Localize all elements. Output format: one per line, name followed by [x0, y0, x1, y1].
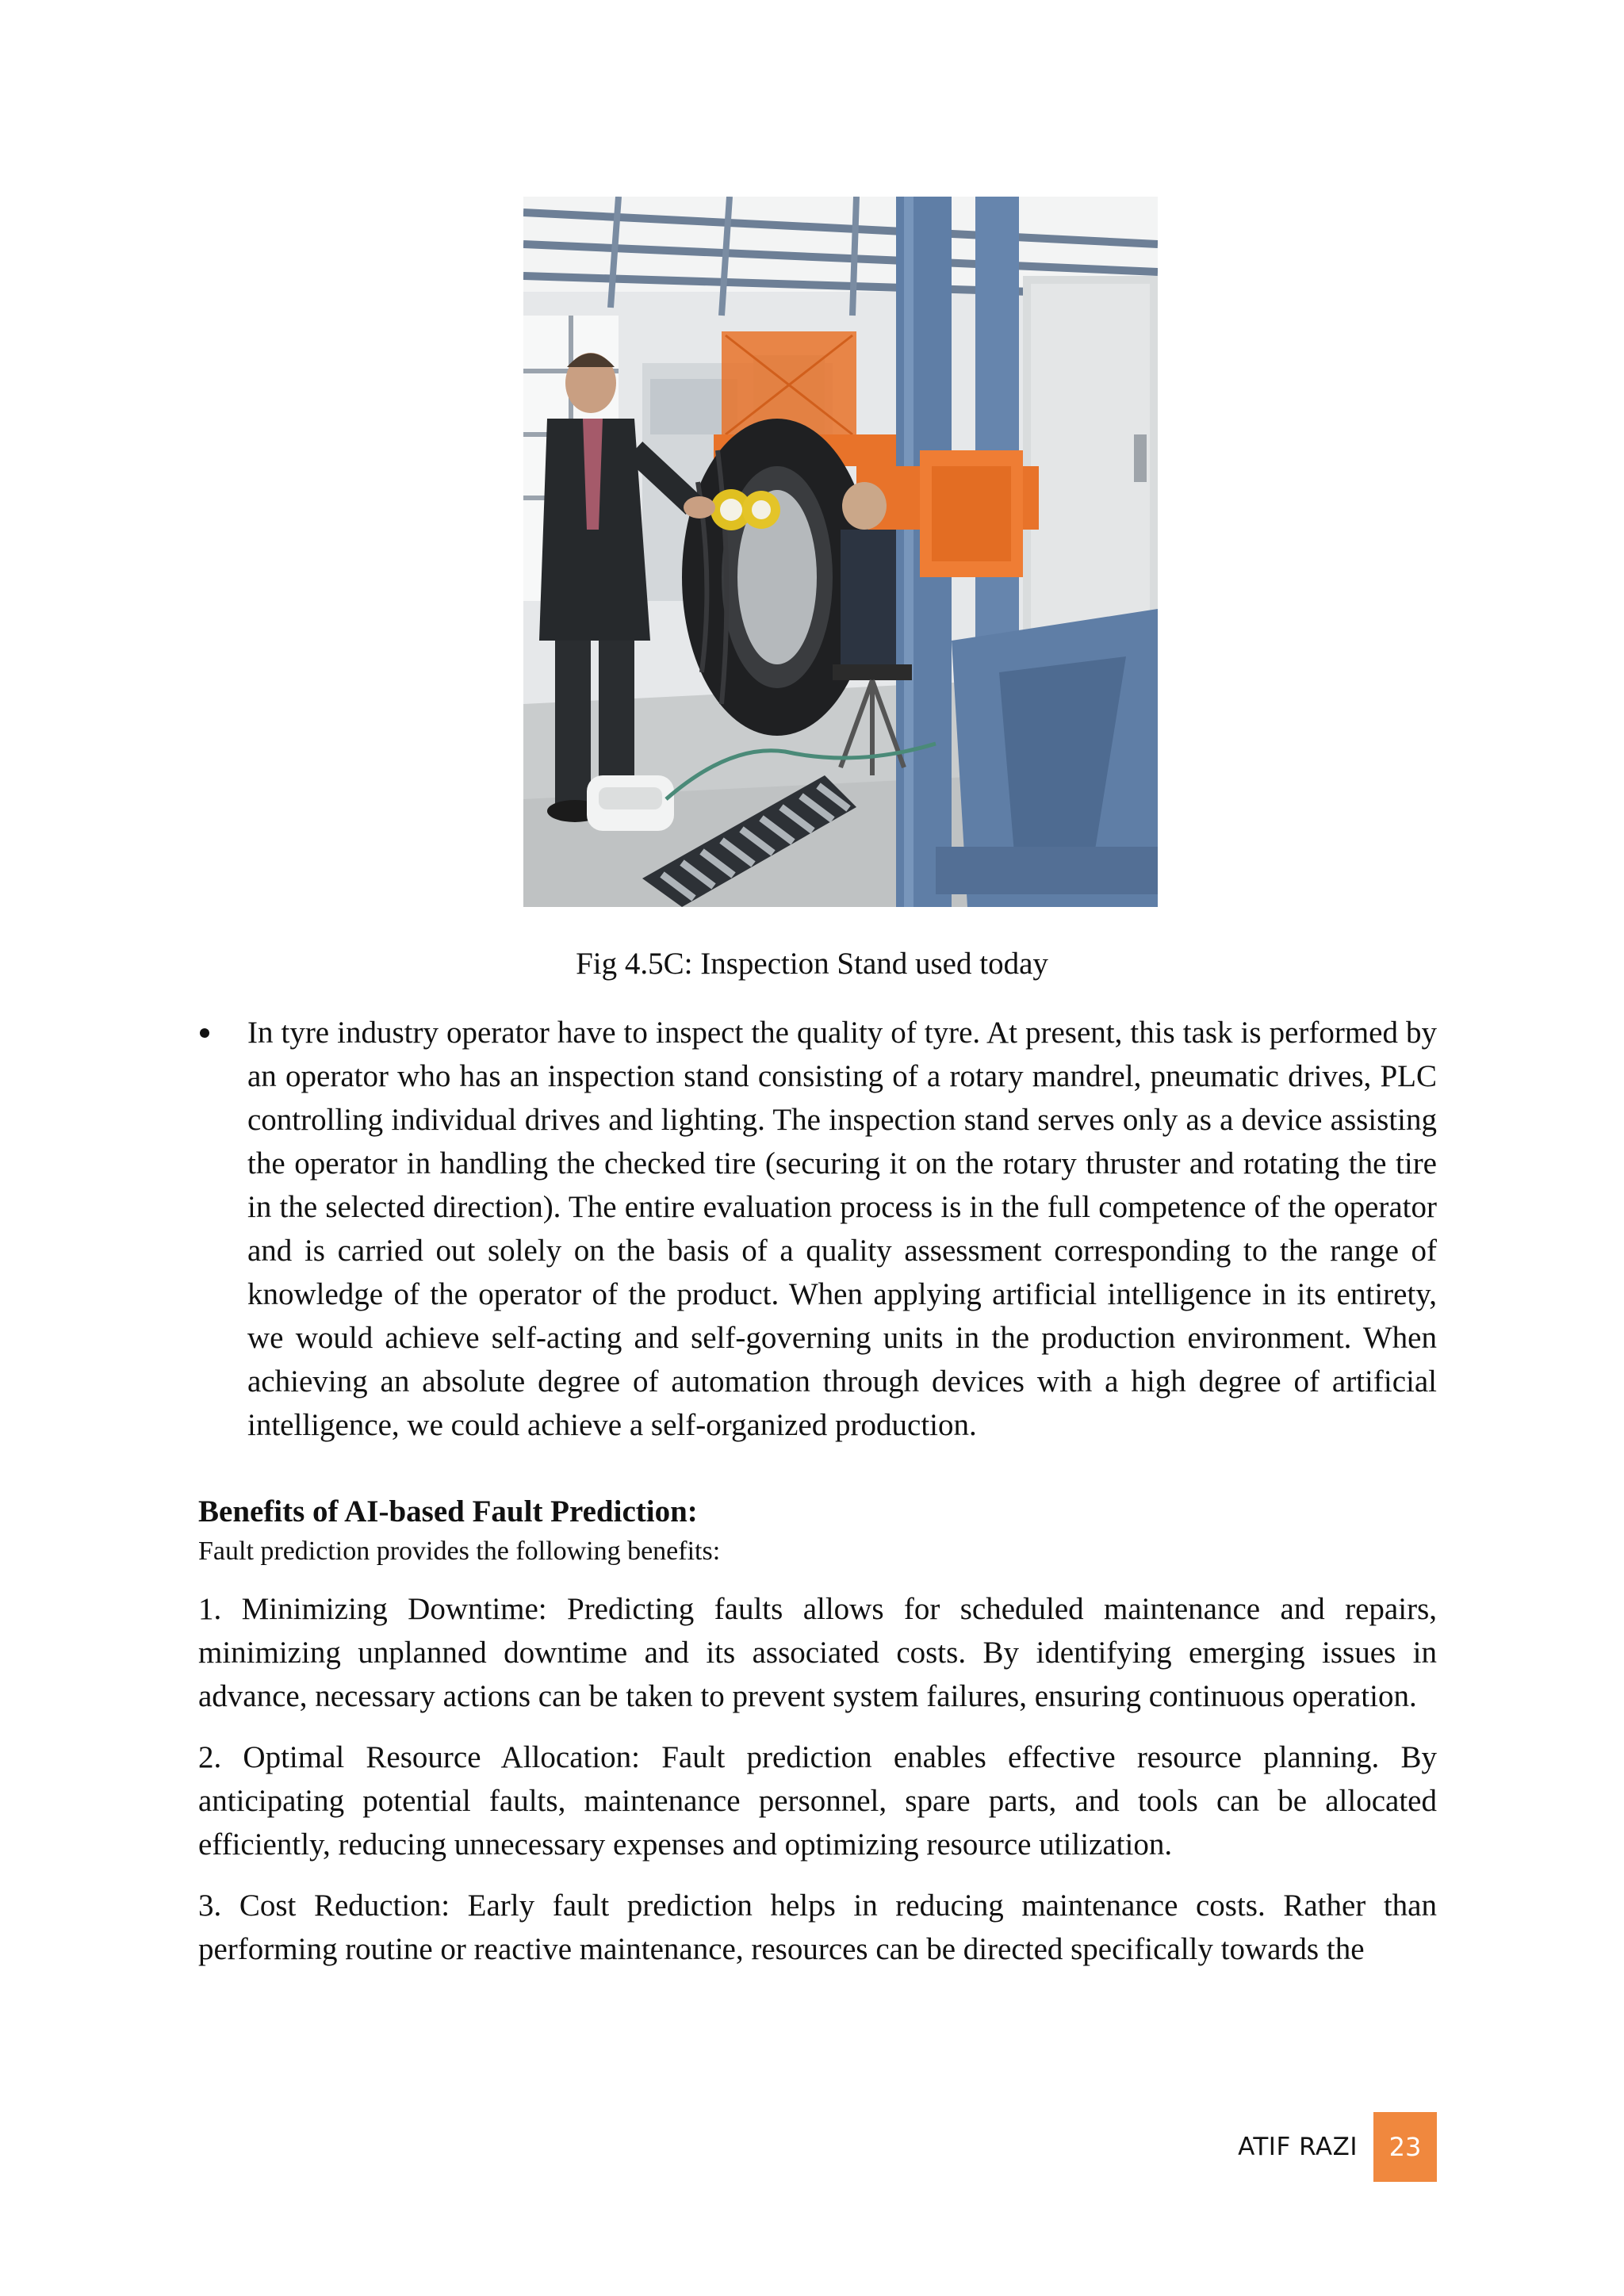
page-content	[198, 1011, 1437, 1971]
section-intro: Fault prediction provides the following benefits:	[198, 1536, 721, 1566]
page-footer	[1238, 2112, 1437, 2182]
page-number-badge: 23	[1373, 2112, 1437, 2182]
figure-caption: Fig 4.5C: Inspection Stand used today	[576, 947, 1048, 981]
inspection-stand-illustration	[523, 197, 1158, 907]
bullet-icon	[200, 1028, 209, 1038]
benefit-item-2: 2. Optimal Resource Allocation: Fault prediction enables effective resource planning. By anticipating potential faults, maintenance personnel, spare parts, and tools can be allocated efficiently, reducing unnecessary expenses and optimizing resource utilization.	[198, 1740, 1437, 1862]
bullet-item	[198, 1011, 1437, 1447]
inspection-stand-photo	[523, 197, 1158, 907]
footer-author: ATIF RAZI	[1238, 2133, 1358, 2161]
section-heading: Benefits of AI-based Fault Prediction:	[198, 1494, 698, 1529]
bullet-text: In tyre industry operator have to inspect the quality of tyre. At present, this task is performed by an operator who has an inspection stand consisting of a rotary mandrel, pneumatic drives, PLC controlling individual drives and lighting. The inspection stand serves only as a device assisting the operator in handling the checked tire (securing it on the rotary thruster and rotating the tire in the selected direction). The entire evaluation process is in the full competence of the operator and is carried out solely on the basis of a quality assessment corresponding to the range of knowledge of the operator of the product. When applying artificial intelligence in its entirety, we would achieve self-acting and self-governing units in the production environment. When achieving an absolute degree of automation through devices with a high degree of artificial intelligence, we could achieve a self-organized production.	[247, 1016, 1437, 1442]
benefit-item-3: 3. Cost Reduction: Early fault prediction helps in reducing maintenance costs. Rather than performing routine or reactive maintenance, resources can be directed specifically towards the	[198, 1888, 1437, 1966]
benefit-item-1: 1. Minimizing Downtime: Predicting faults allows for scheduled maintenance and repairs, minimizing unplanned downtime and its associated costs. By identifying emerging issues in advance, necessary actions can be taken to prevent system failures, ensuring continuous operation.	[198, 1592, 1437, 1713]
